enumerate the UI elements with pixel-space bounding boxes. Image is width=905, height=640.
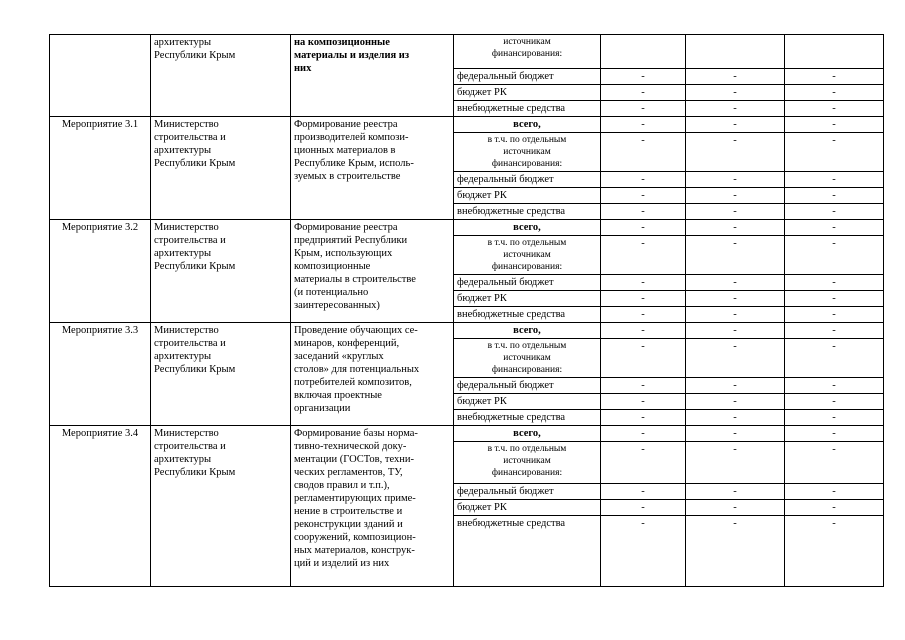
value-cell: - — [601, 323, 686, 339]
funding-source-cell: бюджет РК — [454, 291, 601, 307]
value-cell: - — [785, 85, 884, 101]
table-row — [50, 35, 884, 69]
funding-source-cell: источникам финансирования: — [454, 35, 601, 69]
value-cell: - — [686, 410, 785, 426]
funding-source-cell: в т.ч. по отдельным источникам финансирования: — [454, 442, 601, 484]
value-cell: - — [601, 500, 686, 516]
event-cell: Мероприятие 3.2 — [50, 220, 151, 323]
value-cell: - — [686, 339, 785, 378]
value-cell: - — [686, 323, 785, 339]
funding-source-cell: в т.ч. по отдельным источникам финансирования: — [454, 236, 601, 275]
value-cell: - — [686, 204, 785, 220]
funding-source-cell: федеральный бюджет — [454, 484, 601, 500]
funding-source-cell: внебюджетные средства — [454, 516, 601, 587]
value-cell: - — [785, 188, 884, 204]
value-cell: - — [601, 101, 686, 117]
value-cell: - — [686, 394, 785, 410]
value-cell: - — [785, 410, 884, 426]
value-cell: - — [785, 378, 884, 394]
value-cell: - — [601, 204, 686, 220]
funding-source-cell: в т.ч. по отдельным источникам финансирования: — [454, 133, 601, 172]
value-cell: - — [785, 275, 884, 291]
value-cell: - — [785, 484, 884, 500]
responsible-cell: Министерство строительства и архитектуры Республики Крым — [151, 323, 291, 426]
value-cell: - — [601, 220, 686, 236]
value-cell: - — [785, 236, 884, 275]
table-row — [50, 220, 884, 236]
responsible-cell: Министерство строительства и архитектуры Республики Крым — [151, 117, 291, 220]
funding-source-cell: всего, — [454, 220, 601, 236]
funding-table — [49, 34, 884, 587]
value-cell: - — [785, 291, 884, 307]
value-cell: - — [601, 442, 686, 484]
funding-source-cell: бюджет РК — [454, 188, 601, 204]
table-row — [50, 323, 884, 339]
value-cell: - — [785, 117, 884, 133]
funding-source-cell: внебюджетные средства — [454, 410, 601, 426]
value-cell: - — [686, 500, 785, 516]
responsible-cell: архитектуры Республики Крым — [151, 35, 291, 117]
value-cell: - — [686, 275, 785, 291]
value-cell: - — [686, 188, 785, 204]
value-cell: - — [686, 133, 785, 172]
value-cell: - — [785, 220, 884, 236]
responsible-cell: Министерство строительства и архитектуры Республики Крым — [151, 426, 291, 587]
value-cell: - — [601, 339, 686, 378]
value-cell: - — [686, 220, 785, 236]
value-cell: - — [785, 339, 884, 378]
responsible-cell: Министерство строительства и архитектуры Республики Крым — [151, 220, 291, 323]
funding-source-cell: федеральный бюджет — [454, 172, 601, 188]
value-cell: - — [686, 69, 785, 85]
funding-source-cell: внебюджетные средства — [454, 204, 601, 220]
funding-source-cell: всего, — [454, 426, 601, 442]
value-cell: - — [785, 426, 884, 442]
funding-source-cell: в т.ч. по отдельным источникам финансирования: — [454, 339, 601, 378]
value-cell: - — [785, 69, 884, 85]
value-cell: - — [686, 307, 785, 323]
value-cell: - — [785, 307, 884, 323]
value-cell: - — [785, 394, 884, 410]
value-cell: - — [601, 236, 686, 275]
funding-source-cell: всего, — [454, 117, 601, 133]
value-cell: - — [686, 484, 785, 500]
value-cell: - — [601, 394, 686, 410]
value-cell: - — [601, 85, 686, 101]
value-cell: - — [601, 172, 686, 188]
funding-source-cell: бюджет РК — [454, 85, 601, 101]
value-cell — [686, 35, 785, 69]
table-body — [50, 35, 884, 587]
value-cell: - — [686, 442, 785, 484]
table-row — [50, 426, 884, 442]
value-cell: - — [601, 275, 686, 291]
value-cell: - — [686, 101, 785, 117]
funding-source-cell: федеральный бюджет — [454, 275, 601, 291]
value-cell: - — [601, 307, 686, 323]
value-cell: - — [686, 85, 785, 101]
event-cell — [50, 35, 151, 117]
funding-source-cell: бюджет РК — [454, 500, 601, 516]
value-cell: - — [601, 378, 686, 394]
value-cell: - — [601, 117, 686, 133]
value-cell: - — [785, 442, 884, 484]
value-cell: - — [601, 484, 686, 500]
event-cell: Мероприятие 3.3 — [50, 323, 151, 426]
event-name-cell: Формирование базы норма- тивно-технической доку- ментации (ГОСТов, техни- ческих регламентов, ТУ, сводов правил и т.п.), регламентирующих приме- нение в строительстве и реконструкции зданий и сооружений, композицион- ных материалов, конструк- ций и изделий из них — [291, 426, 454, 587]
funding-source-cell: федеральный бюджет — [454, 378, 601, 394]
event-cell: Мероприятие 3.4 — [50, 426, 151, 587]
value-cell: - — [785, 204, 884, 220]
event-name-cell: Формирование реестра производителей компози- ционных материалов в Республике Крым, исполь- зуемых в строительстве — [291, 117, 454, 220]
funding-source-cell: всего, — [454, 323, 601, 339]
event-name-cell: Проведение обучающих се- минаров, конференций, заседаний «круглых столов» для потенциальных потребителей композитов, включая проектные организации — [291, 323, 454, 426]
value-cell — [601, 35, 686, 69]
event-name-cell: Формирование реестра предприятий Республики Крым, использующих композиционные материалы в строительстве (и потенциально заинтересованных) — [291, 220, 454, 323]
funding-source-cell: бюджет РК — [454, 394, 601, 410]
value-cell — [785, 35, 884, 69]
value-cell: - — [785, 516, 884, 587]
value-cell: - — [785, 101, 884, 117]
value-cell: - — [686, 426, 785, 442]
event-name-cell: на композиционные материалы и изделия из них — [291, 35, 454, 117]
value-cell: - — [686, 236, 785, 275]
value-cell: - — [601, 188, 686, 204]
value-cell: - — [601, 291, 686, 307]
value-cell: - — [686, 172, 785, 188]
value-cell: - — [601, 426, 686, 442]
value-cell: - — [785, 323, 884, 339]
value-cell: - — [686, 516, 785, 587]
funding-source-cell: внебюджетные средства — [454, 101, 601, 117]
value-cell: - — [686, 378, 785, 394]
value-cell: - — [601, 410, 686, 426]
value-cell: - — [785, 500, 884, 516]
value-cell: - — [785, 172, 884, 188]
event-cell: Мероприятие 3.1 — [50, 117, 151, 220]
value-cell: - — [601, 69, 686, 85]
value-cell: - — [686, 291, 785, 307]
table-row — [50, 117, 884, 133]
value-cell: - — [785, 133, 884, 172]
value-cell: - — [686, 117, 785, 133]
value-cell: - — [601, 133, 686, 172]
value-cell: - — [601, 516, 686, 587]
funding-source-cell: внебюджетные средства — [454, 307, 601, 323]
funding-source-cell: федеральный бюджет — [454, 69, 601, 85]
